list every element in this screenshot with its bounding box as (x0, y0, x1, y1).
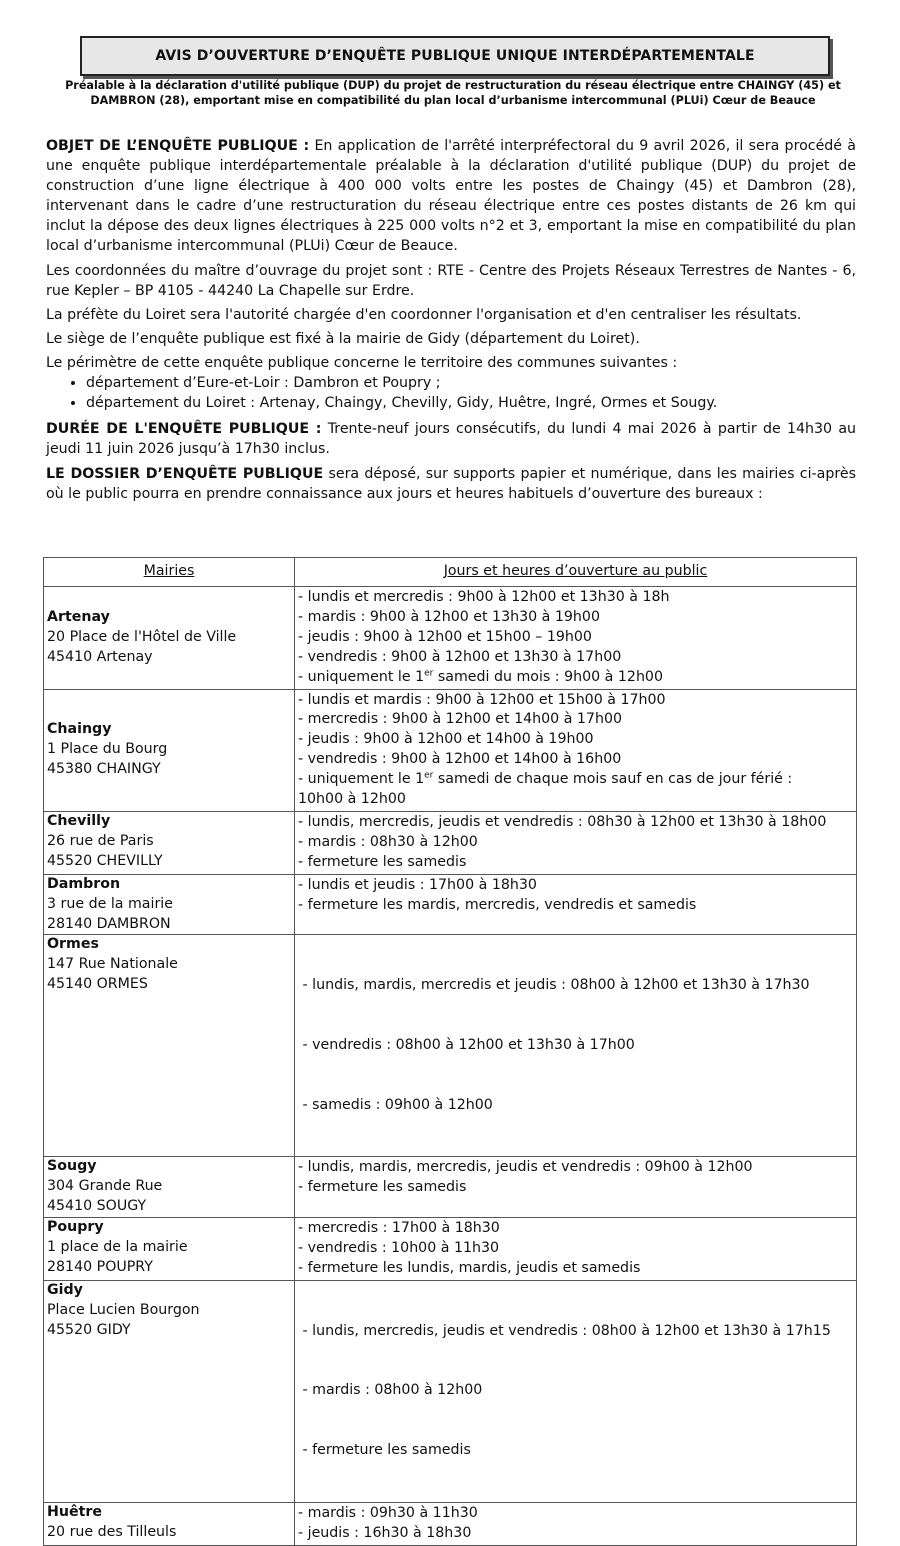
mairie-cell (44, 1502, 295, 1545)
siege-paragraph: Le siège de l’enquête publique est fixé à la mairie de Gidy (département du Loiret). (46, 331, 640, 347)
schedule-line: - jeudis : 16h30 à 18h30 (298, 1524, 472, 1541)
schedule-cell (295, 587, 857, 690)
ordinal-sup: er (424, 770, 434, 781)
schedule-line: - vendredis : 10h00 à 11h30 (298, 1240, 500, 1256)
perimetre-paragraph: Le périmètre de cette enquête publique concerne le territoire des communes suivantes : (46, 355, 678, 371)
mairie-postcode: 45410 SOUGY (47, 1198, 147, 1215)
mairie-address: 20 Place de l'Hôtel de Ville (47, 628, 237, 645)
schedule-line: - vendredis : 9h00 à 12h00 et 14h00 à 16h00 (298, 751, 622, 768)
notice-title-box (80, 36, 830, 76)
mairies-table (43, 557, 857, 1546)
schedule-text: samedi du mois : 9h00 à 12h00 (433, 668, 663, 685)
subtitle-line-2: DAMBRON (28), emportant mise en compatibilité du plan local d’urbanisme intercommunal (PLUi) Cœur de Beauce (90, 94, 816, 107)
mairie-name: Chevilly (47, 812, 111, 829)
mairie-cell (44, 811, 295, 874)
mairie-cell (44, 935, 295, 1157)
table-row (44, 874, 857, 935)
mairie-postcode: 45520 GIDY (47, 1321, 131, 1338)
table-row (44, 1280, 857, 1502)
schedule-line: - jeudis : 9h00 à 12h00 et 14h00 à 19h00 (298, 731, 594, 748)
duree-paragraph (46, 419, 856, 459)
notice-body (46, 136, 856, 509)
mairie-address: 1 Place du Bourg (47, 741, 168, 758)
mairie-name: Gidy (47, 1281, 83, 1298)
schedule-line: - fermeture les mardis, mercredis, vendredis et samedis (298, 896, 697, 913)
mairie-postcode: 28140 DAMBRON (47, 915, 171, 932)
communes-list (46, 373, 856, 413)
table-row (44, 1502, 857, 1545)
schedule-cell (295, 1157, 857, 1218)
mairie-cell (44, 1218, 295, 1281)
schedule-text: - uniquement le 1 (298, 668, 425, 685)
table-row (44, 587, 857, 690)
schedule-line: - mardis : 9h00 à 12h00 et 13h30 à 19h00 (298, 608, 600, 625)
schedule-line: - mardis : 08h30 à 12h00 (298, 833, 478, 850)
objet-paragraph (46, 136, 856, 256)
schedule-cell (295, 935, 857, 1157)
schedule-line: - mercredis : 9h00 à 12h00 et 14h00 à 17h00 (298, 711, 622, 728)
schedule-line: - jeudis : 9h00 à 12h00 et 15h00 – 19h00 (298, 628, 592, 645)
table-row (44, 1218, 857, 1281)
mairie-address: 1 place de la mairie (47, 1239, 188, 1255)
mairie-address: 20 rue des Tilleuls (47, 1523, 177, 1540)
objet-heading: OBJET DE L’ENQUÊTE PUBLIQUE : (46, 138, 310, 154)
column-header-horaires: Jours et heures d’ouverture au public (295, 558, 857, 587)
schedule-line: - fermeture les samedis (298, 1179, 467, 1196)
schedule-line: - mercredis : 17h00 à 18h30 (298, 1220, 500, 1237)
mairie-name: Huêtre (47, 1503, 102, 1520)
ordinal-sup: er (424, 667, 434, 678)
schedule-line: - lundis et mercredis : 9h00 à 12h00 et 13h30 à 18h (298, 589, 670, 605)
schedule-line (298, 668, 853, 688)
schedule-line (298, 770, 853, 790)
table-row (44, 811, 857, 874)
mairie-address: Place Lucien Bourgon (47, 1301, 200, 1318)
schedule-cell (295, 1280, 857, 1502)
list-item: • département d’Eure-et-Loir : Dambron et Poupry ; (86, 373, 856, 393)
mairie-name: Dambron (47, 875, 121, 892)
schedule-line: - lundis et jeudis : 17h00 à 18h30 (298, 876, 537, 893)
mairie-name: Chaingy (47, 721, 112, 738)
mairie-cell (44, 1157, 295, 1218)
table-row (44, 689, 857, 811)
schedule-text: samedi de chaque mois sauf en cas de jour férié : (433, 771, 793, 788)
schedule-line: - vendredis : 08h00 à 12h00 et 13h30 à 17h00 (298, 1036, 635, 1053)
schedule-line: - lundis, mardis, mercredis, jeudis et vendredis : 09h00 à 12h00 (298, 1159, 753, 1176)
schedule-line: - mardis : 09h30 à 11h30 (298, 1504, 478, 1521)
dossier-text: sera déposé, sur supports papier et numérique, dans les mairies ci-après où le public pourra en prendre connaissance aux jours et heures habituels d’ouverture des bureaux : (46, 466, 856, 502)
dossier-heading: LE DOSSIER D’ENQUÊTE PUBLIQUE (46, 466, 324, 482)
mairie-cell (44, 587, 295, 690)
objet-text: En application de l'arrêté interpréfectoral du 9 avril 2026, il sera procédé à une enquête publique interdépartementale préalable à la déclaration d'utilité publique (DUP) du projet de construction d’une ligne électrique à 400 000 volts entre les postes de Chaingy (45) et Dambron (28), intervenant dans le cadre d’une restructuration du réseau électrique entre ces postes distants de 26 km qui inclut la dépose des deux lignes électriques à 225 000 volts n°2 et 3, emportant la mise en compatibilité du plan local d’urbanisme intercommunal (PLUi) Cœur de Beauce. (46, 138, 856, 254)
list-item: • département du Loiret : Artenay, Chaingy, Chevilly, Gidy, Huêtre, Ingré, Ormes et Sougy. (86, 393, 856, 413)
schedule-line: - fermeture les samedis (298, 853, 467, 870)
schedule-line: - lundis et mardis : 9h00 à 12h00 et 15h00 à 17h00 (298, 691, 666, 708)
column-header-mairies: Mairies (44, 558, 295, 587)
mairie-postcode: 28140 POUPRY (47, 1258, 153, 1275)
mairie-address: 147 Rue Nationale (47, 956, 178, 973)
mairie-name: Artenay (47, 608, 110, 625)
schedule-line: 10h00 à 12h00 (298, 791, 406, 808)
mairie-address: 3 rue de la mairie (47, 895, 173, 912)
schedule-line: - mardis : 08h00 à 12h00 (298, 1382, 483, 1399)
table-header-row (44, 558, 857, 587)
duree-text: Trente-neuf jours consécutifs, du lundi 4 mai 2026 à partir de 14h30 au jeudi 11 juin 2026 jusqu’à 17h30 inclus. (46, 421, 857, 457)
schedule-line: - vendredis : 9h00 à 12h00 et 13h30 à 17h00 (298, 648, 622, 665)
mairie-name: Poupry (47, 1219, 104, 1236)
schedule-text: - uniquement le 1 (298, 771, 425, 788)
dossier-paragraph (46, 464, 856, 504)
mairie-cell (44, 689, 295, 811)
schedule-line: - fermeture les lundis, mardis, jeudis et samedis (298, 1259, 641, 1276)
table-row (44, 935, 857, 1157)
notice-subtitle (58, 78, 848, 108)
duree-heading: DURÉE DE L'ENQUÊTE PUBLIQUE : (46, 421, 322, 437)
mairie-address: 26 rue de Paris (47, 832, 154, 849)
schedule-line: - samedis : 09h00 à 12h00 (298, 1096, 493, 1113)
mairie-address: 304 Grande Rue (47, 1178, 163, 1195)
schedule-line: - lundis, mercredis, jeudis et vendredis : 08h30 à 12h00 et 13h30 à 18h00 (298, 813, 827, 830)
mairie-name: Sougy (47, 1158, 97, 1175)
mairie-cell (44, 1280, 295, 1502)
schedule-line: - lundis, mercredis, jeudis et vendredis : 08h00 à 12h00 et 13h30 à 17h15 (298, 1322, 831, 1339)
notice-title: AVIS D’OUVERTURE D’ENQUÊTE PUBLIQUE UNIQUE INTERDÉPARTEMENTALE (155, 48, 755, 64)
schedule-cell (295, 811, 857, 874)
mairie-cell (44, 874, 295, 935)
coordonnees-paragraph: Les coordonnées du maître d’ouvrage du projet sont : RTE - Centre des Projets Réseaux Terrestres de Nantes - 6, rue Kepler – BP 4105 - 44240 La Chapelle sur Erdre. (46, 263, 856, 299)
mairie-name: Ormes (47, 936, 99, 953)
schedule-cell (295, 689, 857, 811)
schedule-cell (295, 1218, 857, 1281)
schedule-line: - fermeture les samedis (298, 1442, 471, 1459)
schedule-cell (295, 874, 857, 935)
subtitle-line-1: Préalable à la déclaration d'utilité publique (DUP) du projet de restructuration du réseau électrique entre CHAINGY (45) et (65, 79, 841, 92)
mairie-postcode: 45380 CHAINGY (47, 761, 161, 778)
mairie-postcode: 45140 ORMES (47, 976, 148, 993)
schedule-cell (295, 1502, 857, 1545)
mairie-postcode: 45410 Artenay (47, 648, 153, 665)
table-row (44, 1157, 857, 1218)
schedule-line: - lundis, mardis, mercredis et jeudis : 08h00 à 12h00 et 13h30 à 17h30 (298, 977, 810, 994)
mairie-postcode: 45520 CHEVILLY (47, 852, 163, 869)
prefete-paragraph: La préfète du Loiret sera l'autorité chargée d'en coordonner l'organisation et d'en centraliser les résultats. (46, 307, 802, 323)
